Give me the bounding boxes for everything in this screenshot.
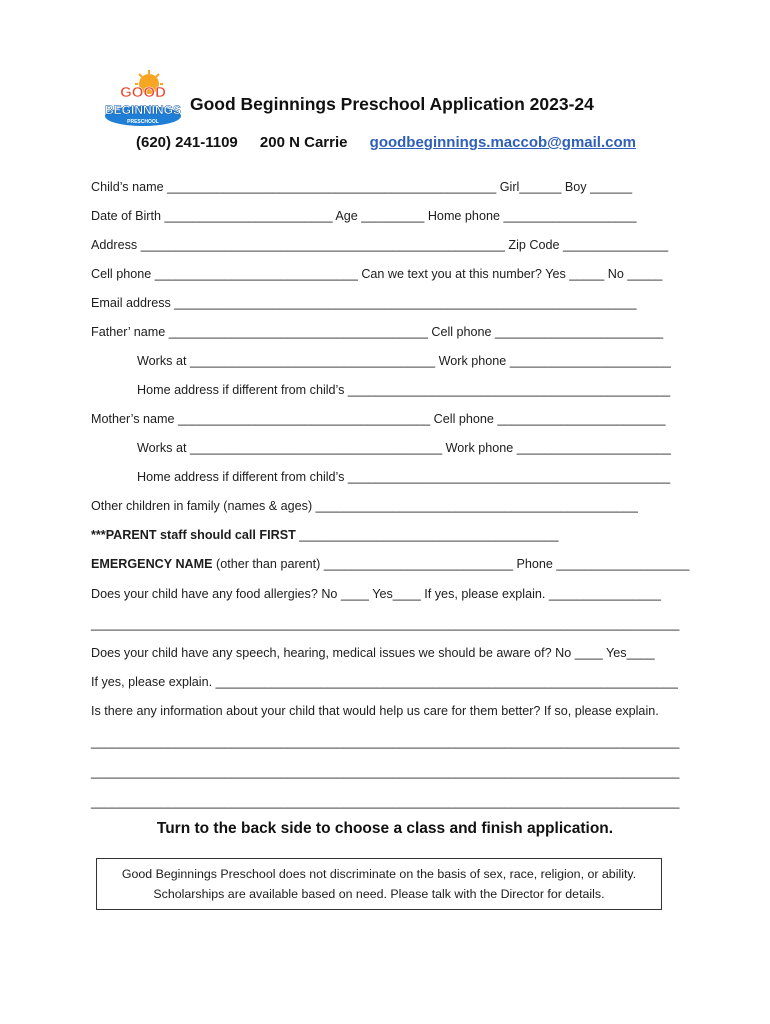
email-address-field[interactable]: Email address __________________________________________________________________ xyxy=(91,296,637,310)
email-link[interactable]: goodbeginnings.maccob@gmail.com xyxy=(369,134,636,151)
food-allergies-explain-line[interactable]: ____________________________________________________________________________________ xyxy=(91,617,680,631)
other-info-line-2[interactable]: ____________________________________________________________________________________ xyxy=(91,765,680,779)
emergency-name-label: EMERGENCY NAME xyxy=(91,557,213,571)
contact-info xyxy=(136,134,636,151)
cell-phone-field[interactable]: Cell phone _____________________________ Can we text you at this number? Yes _____ No _____ xyxy=(91,267,663,281)
svg-text:GOOD: GOOD xyxy=(120,84,166,101)
svg-text:BEGINNINGS: BEGINNINGS xyxy=(104,103,182,117)
mother-home-address-field[interactable]: Home address if different from child’s ______________________________________________ xyxy=(137,470,671,484)
notice-line-1: Good Beginnings Preschool does not discriminate on the basis of sex, race, religion, or ability. xyxy=(121,867,637,881)
medical-issues-explain-field[interactable]: If yes, please explain. __________________________________________________________________ xyxy=(91,675,678,689)
food-allergies-field[interactable]: Does your child have any food allergies? No ____ Yes____ If yes, please explain. ________________ xyxy=(91,587,661,601)
mother-name-field[interactable]: Mother’s name ____________________________________ Cell phone ________________________ xyxy=(91,412,666,426)
address-field[interactable]: Address ____________________________________________________ Zip Code _______________ xyxy=(91,238,669,252)
nondiscrimination-notice xyxy=(96,858,662,910)
other-children-field[interactable]: Other children in family (names & ages) ______________________________________________ xyxy=(91,499,638,513)
mother-works-at-field[interactable]: Works at ____________________________________ Work phone ______________________ xyxy=(137,441,671,455)
back-side-instruction: Turn to the back side to choose a class and finish application. xyxy=(156,820,614,837)
medical-issues-field[interactable]: Does your child have any speech, hearing, medical issues we should be aware of? No ____ Yes____ xyxy=(91,646,655,660)
father-home-address-field[interactable]: Home address if different from child’s ______________________________________________ xyxy=(137,383,671,397)
parent-staff-label: ***PARENT staff should call FIRST xyxy=(91,528,296,542)
phone-number: (620) 241-1109 xyxy=(136,134,238,151)
other-info-line-3[interactable]: ____________________________________________________________________________________ xyxy=(91,795,680,809)
date-of-birth-field[interactable]: Date of Birth ________________________ Age _________ Home phone ___________________ xyxy=(91,209,637,223)
childs-name-field[interactable]: Child’s name _______________________________________________ Girl______ Boy ______ xyxy=(91,180,633,194)
emergency-name-rest: (other than parent) ___________________________ Phone ___________________ xyxy=(212,557,690,571)
emergency-name-field[interactable] xyxy=(91,557,689,571)
parent-staff-call-field[interactable] xyxy=(91,528,558,542)
street-address: 200 N Carrie xyxy=(259,134,348,151)
svg-text:PRESCHOOL: PRESCHOOL xyxy=(127,119,159,125)
father-works-at-field[interactable]: Works at ___________________________________ Work phone _______________________ xyxy=(137,354,671,368)
other-info-question: Is there any information about your child that would help us care for them better? If so, please explain. xyxy=(91,704,659,718)
page-title: Good Beginnings Preschool Application 2023-24 xyxy=(190,94,594,114)
notice-line-2: Scholarships are available based on need. Please talk with the Director for details. xyxy=(153,887,605,901)
father-name-field[interactable]: Father’ name _____________________________________ Cell phone ________________________ xyxy=(91,325,664,339)
good-beginnings-logo xyxy=(103,70,183,128)
other-info-line-1[interactable]: ____________________________________________________________________________________ xyxy=(91,735,680,749)
parent-staff-blank: _____________________________________ xyxy=(299,528,559,542)
